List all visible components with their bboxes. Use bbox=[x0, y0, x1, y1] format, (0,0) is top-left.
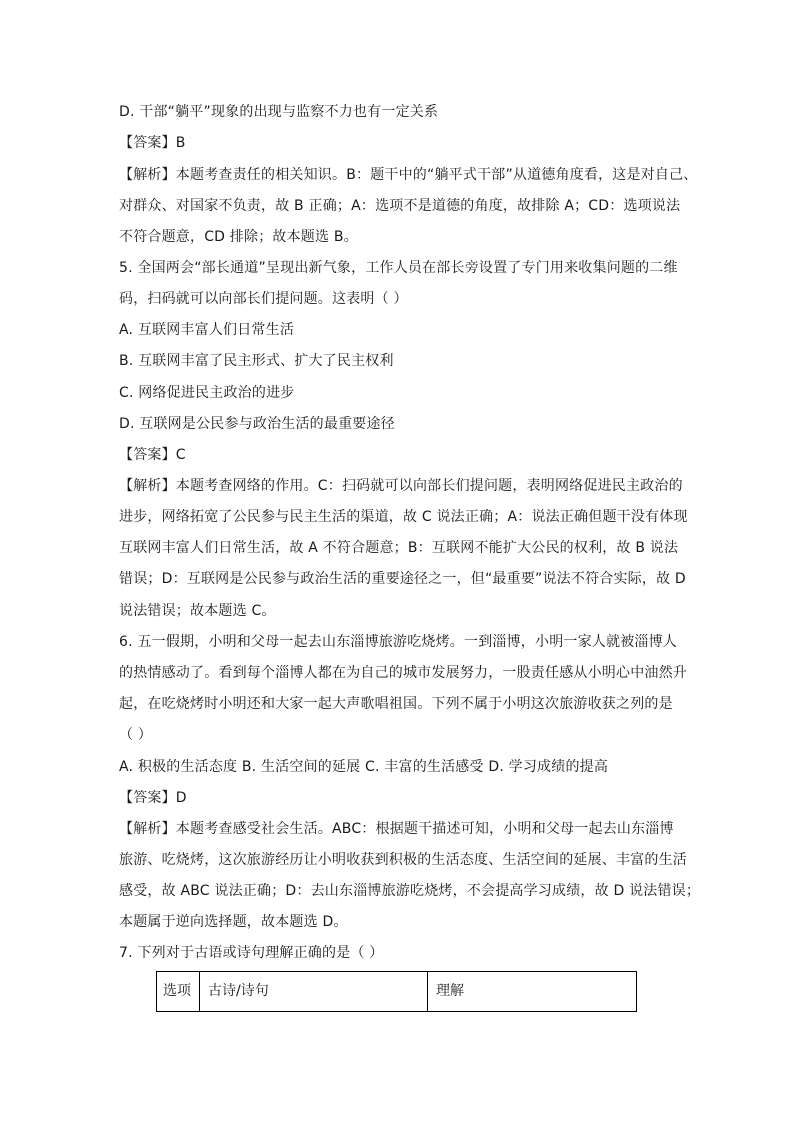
question-7: 7. 下列对于古语或诗句理解正确的是（ ） bbox=[119, 945, 384, 961]
options-q6: A. 积极的生活态度 B. 生活空间的延展 C. 丰富的生活感受 D. 学习成绩的提高 bbox=[119, 759, 609, 775]
analysis-q6-line1: 【解析】本题考查感受社会生活。ABC：根据题干描述可知，小明和父母一起去山东淄博 bbox=[119, 821, 674, 837]
analysis-q6-line4: 本题属于逆向选择题，故本题选 D。 bbox=[119, 914, 348, 930]
question-7-table bbox=[156, 971, 637, 1012]
question-6-line2: 的热情感动了。看到每个淄博人都在为自己的城市发展努力，一股责任感从小明心中油然升 bbox=[119, 665, 687, 681]
analysis-q5-line3: 互联网丰富人们日常生活，故 A 不符合题意；B：互联网不能扩大公民的权利，故 B 说法 bbox=[119, 540, 679, 556]
analysis-q4-line2: 对群众、对国家不负责，故 B 正确；A：选项不是道德的角度，故排除 A；CD：选项说法 bbox=[119, 198, 681, 214]
question-6-line4: （ ） bbox=[119, 727, 153, 743]
table-header-understanding: 理解 bbox=[427, 972, 636, 1011]
option-d-q5: D. 互联网是公民参与政治生活的最重要途径 bbox=[119, 416, 395, 432]
analysis-q5-line1: 【解析】本题考查网络的作用。C：扫码就可以向部长们提问题，表明网络促进民主政治的 bbox=[119, 478, 683, 494]
analysis-q5-line5: 说法错误；故本题选 C。 bbox=[119, 603, 276, 619]
analysis-q4-line1: 【解析】本题考查责任的相关知识。B：题干中的“躺平式干部”从道德角度看，这是对自己、 bbox=[119, 167, 698, 183]
analysis-q6-line3: 感受，故 ABC 说法正确；D：去山东淄博旅游吃烧烤，不会提高学习成绩，故 D 说法错误； bbox=[119, 883, 701, 899]
table-header-poem: 古诗/诗句 bbox=[199, 972, 427, 1011]
question-6-line1: 6. 五一假期，小明和父母一起去山东淄博旅游吃烧烤。一到淄博，小明一家人就被淄博人 bbox=[119, 634, 678, 650]
analysis-q6-line2: 旅游、吃烧烤，这次旅游经历让小明收获到积极的生活态度、生活空间的延展、丰富的生活 bbox=[119, 852, 687, 868]
answer-q4: 【答案】B bbox=[119, 135, 186, 151]
analysis-q4-line3: 不符合题意，CD 排除；故本题选 B。 bbox=[119, 229, 358, 245]
question-5-line2: 码，扫码就可以向部长们提问题。这表明（ ） bbox=[119, 291, 408, 307]
option-c-q5: C. 网络促进民主政治的进步 bbox=[119, 385, 295, 401]
table-header-option: 选项 bbox=[163, 983, 191, 999]
analysis-q5-line2: 进步，网络拓宽了公民参与民主生活的渠道，故 C 说法正确；A：说法正确但题干没有体现 bbox=[119, 509, 688, 525]
analysis-q5-line4: 错误；D：互联网是公民参与政治生活的重要途径之一，但“最重要”说法不符合实际，故 D bbox=[119, 571, 686, 587]
option-d-q4: D. 干部“躺平”现象的出现与监察不力也有一定关系 bbox=[119, 104, 439, 120]
answer-q6: 【答案】D bbox=[119, 790, 187, 806]
option-b-q5: B. 互联网丰富了民主形式、扩大了民主权利 bbox=[119, 353, 394, 369]
question-5-line1: 5. 全国两会“部长通道”呈现出新气象，工作人员在部长旁设置了专门用来收集问题的二维 bbox=[119, 260, 678, 276]
option-a-q5: A. 互联网丰富人们日常生活 bbox=[119, 322, 295, 338]
answer-q5: 【答案】C bbox=[119, 447, 186, 463]
question-6-line3: 起，在吃烧烤时小明还和大家一起大声歌唱祖国。下列不属于小明这次旅游收获之列的是 bbox=[119, 696, 673, 712]
